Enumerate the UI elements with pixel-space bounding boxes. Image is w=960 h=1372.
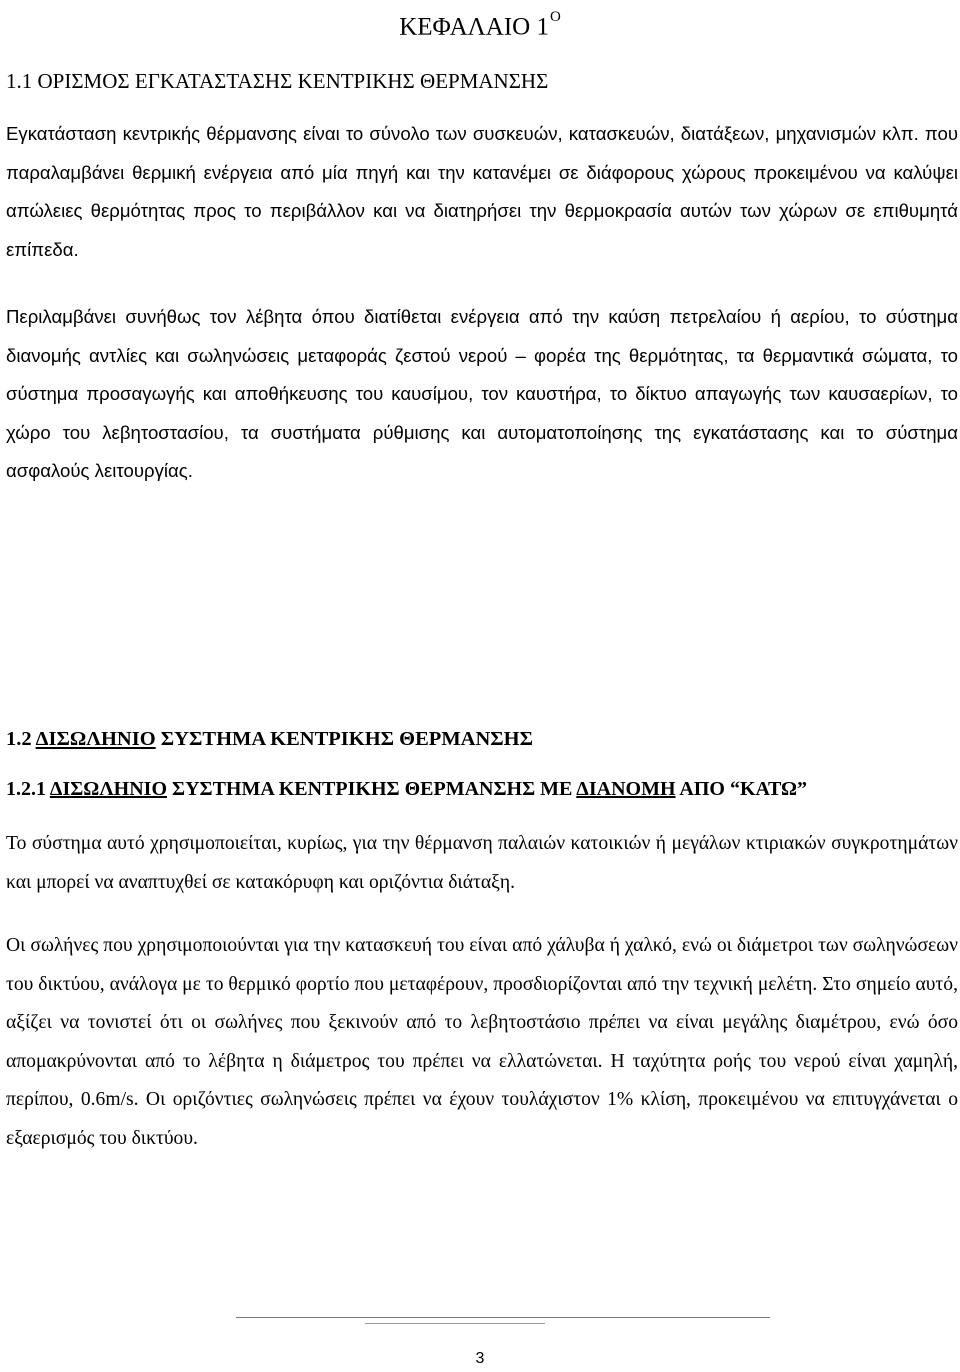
footer-rule [236, 1317, 770, 1318]
footer-rule-short [365, 1323, 545, 1324]
section-1-2-heading [6, 726, 533, 752]
section-1-2-heading-underlined: ΔΙΣΩΛΗΝΙΟ [35, 728, 156, 750]
chapter-title-text: ΚΕΦΑΛΑΙΟ 1 [399, 13, 549, 41]
chapter-title [0, 6, 960, 42]
section-1-2-1-heading-part-4: ΑΠΟ “ΚΑΤΩ” [679, 778, 808, 800]
paragraph-pipes: Οι σωλήνες που χρησιμοποιούνται για την κατασκευή του είναι από χάλυβα ή χαλκό, ενώ οι διάμετροι των σωληνώσεων του δικτύου, ανάλογα με το θερμικό φορτίο που μεταφέρουν, προσδιορίζονται από την τεχνική μελέτη. Στο σημείο αυτό, αξίζει να τονιστεί ότι οι σωλήνες που ξεκινούν από το λεβητοστάσιο πρέπει να είναι μεγάλης διαμέτρου, ενώ όσο απομακρύνονται από το λέβητα η διάμετρος του πρέπει να ελλατώνεται. Η ταχύτητα ροής του νερού είναι χαμηλή, περίπου, 0.6m/s. Οι οριζόντιες σωληνώσεις πρέπει να έχουν τουλάχιστον 1% κλίση, προκειμένου να επιτυγχάνεται ο εξαερισμός του δικτύου. [6, 935, 958, 1149]
paragraph-system-usage: Το σύστημα αυτό χρησιμοποιείται, κυρίως, για την θέρμανση παλαιών κατοικιών ή μεγάλων κτιριακών συγκροτημάτων και μπορεί να αναπτυχθεί σε κατακόρυφη και οριζόντια διάταξη. [6, 833, 958, 893]
section-1-2-1-number: 1.2.1 [6, 778, 46, 800]
section-1-2-1-heading-underlined-1: ΔΙΣΩΛΗΝΙΟ [49, 778, 167, 800]
page-number: 3 [475, 1350, 485, 1367]
paragraph-definition: Εγκατάσταση κεντρικής θέρμανσης είναι το σύνολο των συσκευών, κατασκευών, διατάξεων, μηχανισμών κλπ. που παραλαμβάνει θερμική ενέργεια από μία πηγή και την κατανέμει σε διάφορους χώρους προκειμένου να καλύψει απώλειες θερμότητας προς το περιβάλλον και να διατηρήσει την θερμοκρασία αυτών των χώρων σε επιθυμητά επίπεδα. [6, 123, 958, 260]
chapter-title-superscript: Ο [549, 9, 561, 25]
section-1-2-heading-rest: ΣΥΣΤΗΜΑ ΚΕΝΤΡΙΚΗΣ ΘΕΡΜΑΝΣΗΣ [160, 728, 534, 750]
section-1-1-heading: 1.1 ΟΡΙΣΜΟΣ ΕΓΚΑΤΑΣΤΑΣΗΣ ΚΕΝΤΡΙΚΗΣ ΘΕΡΜΑΝΣΗΣ [6, 69, 549, 93]
paragraph-components: Περιλαμβάνει συνήθως τον λέβητα όπου διατίθεται ενέργεια από την καύση πετρελαίου ή αερίου, το σύστημα διανομής αντλίες και σωληνώσεις μεταφοράς ζεστού νερού – φορέα της θερμότητας, τα θερμαντικά σώματα, το σύστημα προσαγωγής και αποθήκευσης του καυσίμου, τον καυστήρα, το δίκτυο απαγωγής των καυσαερίων, το χώρο του λεβητοστασίου, τα συστήματα ρύθμισης και αυτοματοποίησης της εγκατάστασης και το σύστημα ασφαλούς λειτουργίας. [6, 306, 958, 481]
section-1-2-1-heading-part-2: ΣΥΣΤΗΜΑ ΚΕΝΤΡΙΚΗΣ ΘΕΡΜΑΝΣΗΣ ΜΕ [172, 778, 573, 800]
section-1-2-number: 1.2 [6, 728, 32, 750]
section-1-2-1-heading [6, 776, 807, 802]
section-1-2-1-heading-underlined-2: ΔΙΑΝΟΜΗ [576, 778, 676, 800]
